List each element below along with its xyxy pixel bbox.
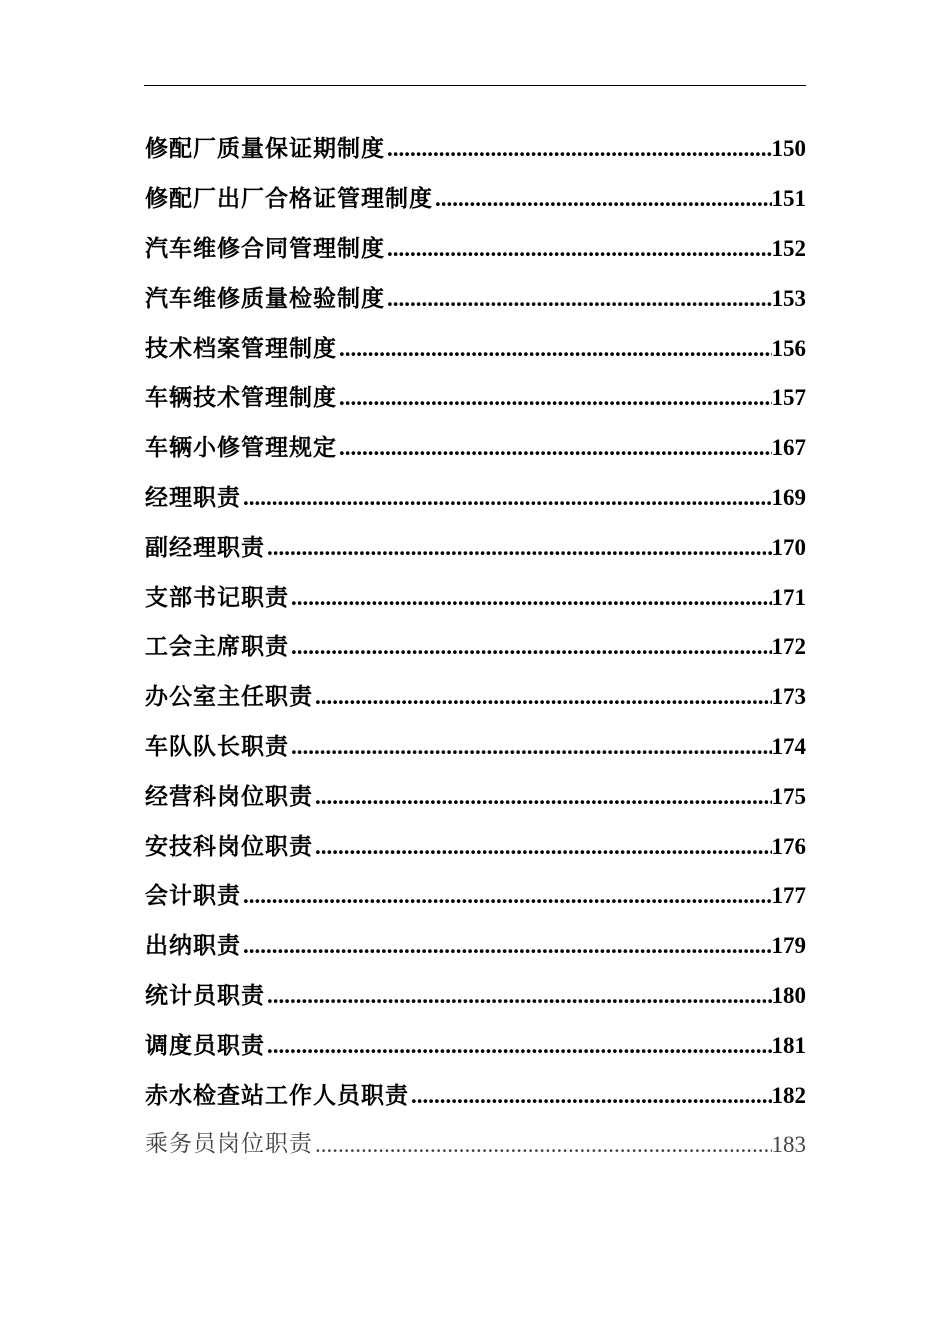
toc-entry-title: 会计职责 bbox=[145, 882, 241, 910]
toc-entry-page: 152 bbox=[771, 235, 806, 261]
toc-entry-page: 169 bbox=[771, 484, 806, 510]
toc-entry-leader bbox=[289, 735, 772, 758]
toc-entry-title: 车辆技术管理制度 bbox=[145, 384, 337, 412]
toc-entry-title: 汽车维修质量检验制度 bbox=[145, 284, 385, 312]
toc-entry-page: 183 bbox=[771, 1132, 806, 1158]
toc-entry[interactable] bbox=[145, 323, 806, 373]
toc-entry-leader bbox=[313, 785, 772, 808]
toc-entry[interactable] bbox=[145, 921, 806, 971]
toc-entry[interactable] bbox=[145, 1120, 806, 1170]
toc-entry-page: 176 bbox=[771, 833, 806, 859]
toc-entry[interactable] bbox=[145, 373, 806, 423]
toc-entry-leader bbox=[385, 137, 772, 160]
toc-entry-leader bbox=[265, 1034, 772, 1057]
toc-entry-leader bbox=[433, 187, 772, 210]
toc-entry-title: 汽车维修合同管理制度 bbox=[145, 234, 385, 262]
toc-entry-leader bbox=[241, 884, 772, 907]
toc-entry-leader bbox=[385, 287, 772, 310]
toc-entry-leader bbox=[337, 386, 772, 409]
table-of-contents bbox=[145, 124, 806, 1170]
toc-entry-leader bbox=[337, 337, 772, 360]
toc-entry[interactable] bbox=[145, 423, 806, 473]
toc-entry-page: 156 bbox=[771, 335, 806, 361]
toc-entry[interactable] bbox=[145, 473, 806, 523]
toc-entry[interactable] bbox=[145, 224, 806, 274]
toc-entry[interactable] bbox=[145, 174, 806, 224]
toc-entry-title: 车队队长职责 bbox=[145, 732, 289, 760]
toc-entry-page: 157 bbox=[771, 385, 806, 411]
toc-entry-page: 175 bbox=[771, 783, 806, 809]
toc-entry[interactable] bbox=[145, 722, 806, 772]
toc-entry-leader bbox=[265, 984, 772, 1007]
toc-entry[interactable] bbox=[145, 821, 806, 871]
toc-entry-leader bbox=[313, 835, 772, 858]
toc-entry-page: 180 bbox=[771, 982, 806, 1008]
toc-entry[interactable] bbox=[145, 622, 806, 672]
toc-entry-title: 办公室主任职责 bbox=[145, 683, 313, 711]
toc-entry-leader bbox=[313, 685, 772, 708]
toc-entry-page: 171 bbox=[771, 584, 806, 610]
toc-entry-leader bbox=[241, 934, 772, 957]
toc-entry-page: 170 bbox=[771, 534, 806, 560]
toc-entry-title: 修配厂质量保证期制度 bbox=[145, 135, 385, 163]
toc-entry-title: 统计员职责 bbox=[145, 981, 265, 1009]
toc-entry-title: 支部书记职责 bbox=[145, 583, 289, 611]
toc-entry-leader bbox=[409, 1084, 772, 1107]
toc-entry-leader bbox=[289, 635, 772, 658]
toc-entry[interactable] bbox=[145, 1070, 806, 1120]
toc-entry-title: 调度员职责 bbox=[145, 1031, 265, 1059]
toc-entry-leader bbox=[265, 536, 772, 559]
toc-entry-leader bbox=[313, 1133, 772, 1156]
toc-entry[interactable] bbox=[145, 1020, 806, 1070]
toc-entry-title: 出纳职责 bbox=[145, 932, 241, 960]
toc-entry-leader bbox=[289, 586, 772, 609]
toc-entry-title: 工会主席职责 bbox=[145, 633, 289, 661]
toc-entry-page: 150 bbox=[771, 136, 806, 162]
toc-entry-leader bbox=[385, 237, 772, 260]
toc-entry-title: 修配厂出厂合格证管理制度 bbox=[145, 185, 433, 213]
toc-entry-page: 182 bbox=[771, 1082, 806, 1108]
toc-entry[interactable] bbox=[145, 771, 806, 821]
toc-entry-leader bbox=[337, 436, 772, 459]
toc-entry-page: 181 bbox=[771, 1032, 806, 1058]
toc-entry-title: 技术档案管理制度 bbox=[145, 334, 337, 362]
toc-entry-leader bbox=[241, 486, 772, 509]
toc-entry-page: 177 bbox=[771, 883, 806, 909]
toc-entry[interactable] bbox=[145, 672, 806, 722]
toc-entry-title: 经理职责 bbox=[145, 483, 241, 511]
toc-entry-page: 167 bbox=[771, 435, 806, 461]
toc-entry-page: 172 bbox=[771, 634, 806, 660]
toc-entry-title: 副经理职责 bbox=[145, 533, 265, 561]
toc-entry-page: 173 bbox=[771, 684, 806, 710]
toc-entry[interactable] bbox=[145, 522, 806, 572]
toc-entry-page: 174 bbox=[771, 733, 806, 759]
toc-entry[interactable] bbox=[145, 971, 806, 1021]
toc-entry-title: 经营科岗位职责 bbox=[145, 782, 313, 810]
toc-entry-title: 安技科岗位职责 bbox=[145, 832, 313, 860]
toc-entry-title: 乘务员岗位职责 bbox=[145, 1131, 313, 1158]
toc-entry[interactable] bbox=[145, 572, 806, 622]
toc-entry-title: 车辆小修管理规定 bbox=[145, 434, 337, 462]
toc-entry[interactable] bbox=[145, 273, 806, 323]
header-rule bbox=[144, 85, 806, 86]
toc-entry-page: 151 bbox=[771, 186, 806, 212]
toc-entry-page: 179 bbox=[771, 933, 806, 959]
toc-entry[interactable] bbox=[145, 124, 806, 174]
toc-entry[interactable] bbox=[145, 871, 806, 921]
toc-entry-page: 153 bbox=[771, 285, 806, 311]
toc-entry-title: 赤水检查站工作人员职责 bbox=[145, 1081, 409, 1109]
